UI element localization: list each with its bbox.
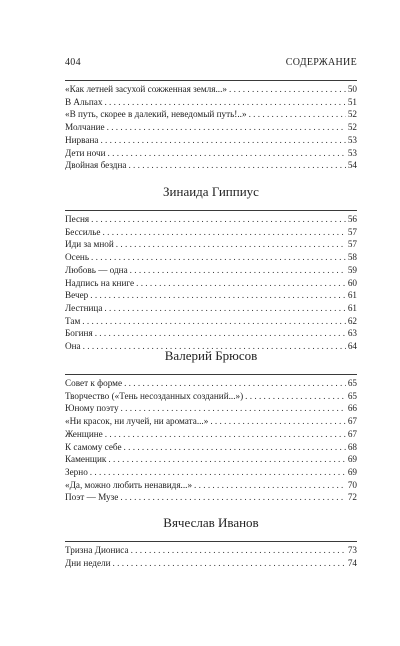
toc-list	[65, 377, 357, 504]
entry-page-number: 58	[347, 252, 357, 263]
divider-rule	[65, 210, 357, 211]
dot-leader	[245, 390, 346, 403]
dot-leader	[91, 251, 346, 264]
toc-entry	[65, 277, 357, 290]
dot-leader	[229, 83, 346, 96]
section-bryusov	[65, 348, 357, 504]
dot-leader	[116, 238, 346, 251]
author-heading: Вячеслав Иванов	[163, 515, 259, 530]
entry-page-number: 54	[347, 160, 357, 171]
entry-title: В Альпах	[65, 96, 103, 107]
dot-leader	[90, 289, 346, 302]
divider-rule	[65, 374, 357, 375]
entry-page-number: 57	[347, 239, 357, 250]
toc-entry	[65, 238, 357, 251]
entry-title: Тризна Диониса	[65, 545, 129, 555]
entry-page-number: 61	[347, 290, 357, 301]
toc-entry	[65, 213, 357, 226]
toc-entry	[65, 134, 357, 147]
toc-entry	[65, 159, 357, 172]
entry-page-number: 65	[347, 390, 357, 401]
toc-entry	[65, 479, 357, 492]
toc-entry	[65, 544, 357, 557]
dot-leader	[124, 377, 346, 390]
entry-page-number: 65	[347, 378, 357, 388]
toc-entry	[65, 83, 357, 96]
toc-entry	[65, 327, 357, 340]
dot-leader	[249, 108, 346, 121]
entry-title: «Ни красок, ни лучей, ни аромата...»	[65, 416, 209, 427]
toc-entry	[65, 402, 357, 415]
toc-entry	[65, 251, 357, 264]
toc-entry	[65, 121, 357, 134]
dot-leader	[104, 96, 345, 109]
entry-title: Лестница	[65, 302, 103, 313]
entry-title: Вечер	[65, 290, 89, 301]
dot-leader	[108, 147, 346, 160]
dot-leader	[90, 466, 346, 479]
toc-list	[65, 213, 357, 353]
entry-page-number: 57	[347, 226, 357, 237]
entry-page-number: 67	[347, 428, 357, 439]
entry-title: Любовь — одна	[65, 264, 128, 275]
entry-title: Осень	[65, 252, 90, 263]
entry-page-number: 62	[347, 315, 357, 326]
toc-entry	[65, 96, 357, 109]
entry-title: Зерно	[65, 466, 88, 477]
entry-title: Бессилье	[65, 226, 101, 237]
toc-entry	[65, 491, 357, 504]
section-gippius	[65, 184, 357, 353]
entry-title: Дети ночи	[65, 147, 106, 158]
dot-leader	[108, 453, 345, 466]
entry-page-number: 61	[347, 302, 357, 313]
toc-entry	[65, 453, 357, 466]
running-title: СОДЕРЖАНИЕ	[285, 57, 357, 68]
divider-rule	[65, 80, 357, 81]
toc-entry	[65, 557, 357, 570]
entry-title: Песня	[65, 214, 90, 224]
entry-page-number: 74	[347, 557, 357, 568]
entry-page-number: 72	[347, 492, 357, 503]
dot-leader	[130, 264, 346, 277]
toc-entry	[65, 147, 357, 160]
entry-title: «Да, можно любить ненавидя...»	[65, 479, 193, 490]
dot-leader	[103, 226, 346, 239]
entry-page-number: 64	[347, 341, 357, 352]
entry-page-number: 52	[347, 122, 357, 133]
toc-entry	[65, 466, 357, 479]
dot-leader	[91, 213, 346, 226]
toc-entry	[65, 302, 357, 315]
entry-title: Она	[65, 341, 81, 352]
entry-page-number: 53	[347, 147, 357, 158]
entry-page-number: 60	[347, 277, 357, 288]
dot-leader	[105, 428, 346, 441]
entry-page-number: 70	[347, 479, 357, 490]
entry-title: Каменщик	[65, 454, 107, 465]
entry-page-number: 68	[347, 441, 357, 452]
page-number: 404	[65, 57, 81, 68]
toc-entry	[65, 415, 357, 428]
entry-title: Двойная бездна	[65, 160, 127, 171]
entry-page-number: 63	[347, 328, 357, 339]
entry-title: Богиня	[65, 328, 93, 339]
dot-leader	[104, 302, 345, 315]
entry-page-number: 73	[347, 545, 357, 555]
continued-entries	[65, 80, 357, 172]
dot-leader	[131, 544, 346, 557]
dot-leader	[136, 277, 346, 290]
dot-leader	[120, 491, 345, 504]
entry-title: Юному поэту	[65, 403, 119, 414]
toc-list	[65, 544, 357, 569]
entry-title: Иди за мной	[65, 239, 114, 250]
toc-entry	[65, 441, 357, 454]
toc-entry	[65, 226, 357, 239]
entry-title: Дни недели	[65, 557, 111, 568]
toc-entry	[65, 390, 357, 403]
toc-entry	[65, 264, 357, 277]
entry-page-number: 69	[347, 466, 357, 477]
entry-title: Женщине	[65, 428, 103, 439]
entry-page-number: 69	[347, 454, 357, 465]
dot-leader	[121, 402, 346, 415]
dot-leader	[210, 415, 345, 428]
toc-entry	[65, 108, 357, 121]
dot-leader	[124, 441, 346, 454]
entry-title: К самому себе	[65, 441, 122, 452]
dot-leader	[113, 557, 346, 570]
entry-page-number: 66	[347, 403, 357, 414]
entry-title: Нирвана	[65, 134, 99, 145]
dot-leader	[107, 121, 346, 134]
author-heading: Валерий Брюсов	[164, 348, 258, 363]
divider-rule	[65, 541, 357, 542]
entry-page-number: 56	[347, 214, 357, 224]
entry-title: Молчание	[65, 122, 105, 133]
dot-leader	[194, 479, 346, 492]
entry-title: «В путь, скорее в далекий, неведомый путь!..»	[65, 109, 247, 120]
dot-leader	[100, 134, 345, 147]
entry-title: Надпись на книге	[65, 277, 135, 288]
entry-title: «Как летней засухой сожженная земля...»	[65, 84, 227, 94]
dot-leader	[95, 327, 346, 340]
entry-title: Поэт — Музе	[65, 492, 119, 503]
entry-page-number: 67	[347, 416, 357, 427]
toc-entry	[65, 377, 357, 390]
entry-page-number: 52	[347, 109, 357, 120]
entry-page-number: 50	[347, 84, 357, 94]
toc-entry	[65, 315, 357, 328]
entry-page-number: 51	[347, 96, 357, 107]
entry-title: Там	[65, 315, 81, 326]
toc-list	[65, 83, 357, 172]
entry-title: Совет к форме	[65, 378, 123, 388]
toc-entry	[65, 428, 357, 441]
entry-page-number: 53	[347, 134, 357, 145]
dot-leader	[128, 159, 345, 172]
running-head	[65, 57, 357, 68]
section-ivanov	[65, 515, 357, 569]
entry-title: Творчество («Тень несозданных созданий...»)	[65, 390, 244, 401]
dot-leader	[82, 315, 346, 328]
toc-entry	[65, 289, 357, 302]
entry-page-number: 59	[347, 264, 357, 275]
author-heading: Зинаида Гиппиус	[163, 184, 259, 199]
